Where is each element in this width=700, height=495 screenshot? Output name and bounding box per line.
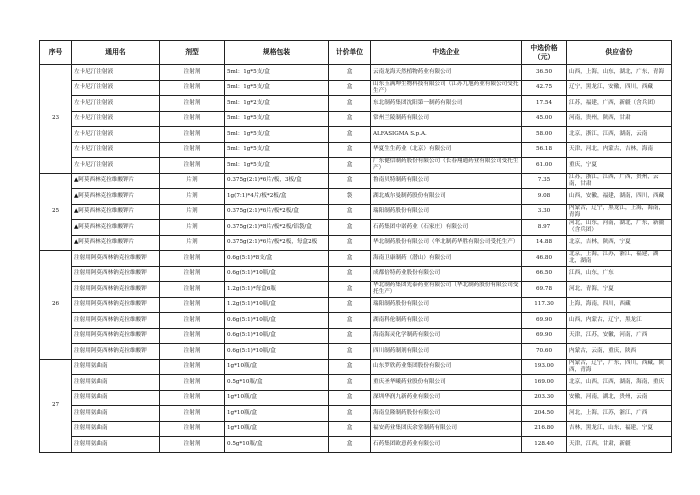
cell-price: 117.30 xyxy=(522,297,567,313)
cell-company: 湖南科伦制药有限公司 xyxy=(371,313,522,329)
cell-unit: 盒 xyxy=(329,251,371,267)
cell-province: 河北，山东，河南，湖北，广东，新疆（含兵团） xyxy=(567,220,672,236)
cell-price: 69.90 xyxy=(522,313,567,329)
table-row xyxy=(40,80,672,96)
cell-spec: 0.6g(5:1)*8支/盒 xyxy=(225,251,329,267)
table-row xyxy=(40,65,672,81)
cell-form: 片剂 xyxy=(160,173,225,189)
cell-name: 注射用阿莫西林钠克拉维酸钾 xyxy=(72,344,160,360)
cell-province: 内蒙古，云南，重庆，陕西 xyxy=(567,344,672,360)
cell-form: 注射剂 xyxy=(160,313,225,329)
cell-company: 华夏生生药业（北京）有限公司 xyxy=(371,142,522,158)
header-row xyxy=(40,41,672,65)
cell-company: 海南皇隆制药股份有限公司 xyxy=(371,406,522,422)
header-no: 序号 xyxy=(40,41,72,65)
cell-name: 注射用氨曲南 xyxy=(72,406,160,422)
cell-unit: 盒 xyxy=(329,65,371,81)
cell-price: 216.80 xyxy=(522,421,567,437)
cell-price: 9.08 xyxy=(522,189,567,205)
cell-name: 注射用氨曲南 xyxy=(72,390,160,406)
cell-price: 58.00 xyxy=(522,127,567,143)
cell-spec: 0.375g(2:1)*6片/板，3板/盒 xyxy=(225,173,329,189)
cell-price: 66.50 xyxy=(522,266,567,282)
cell-province: 内蒙古，辽宁，黑龙江，上海，海南，青海 xyxy=(567,204,672,220)
cell-name: 注射用阿莫西林钠克拉维酸钾 xyxy=(72,251,160,267)
cell-name: ▲阿莫西林克拉维酸钾片 xyxy=(72,220,160,236)
cell-spec: 1g*10瓶/盒 xyxy=(225,406,329,422)
cell-unit: 盒 xyxy=(329,282,371,298)
header-price: 中选价格（元） xyxy=(522,41,567,65)
table-row xyxy=(40,328,672,344)
table-row xyxy=(40,390,672,406)
cell-company: 石药集团欧意药业有限公司 xyxy=(371,437,522,453)
cell-province: 江苏，浙江，江西，广西，贵州，云南，甘肃 xyxy=(567,173,672,189)
header-spec: 规格包装 xyxy=(225,41,329,65)
table-row xyxy=(40,173,672,189)
cell-company: 华北制药股份有限公司（华北制药华胜有限公司受托生产） xyxy=(371,235,522,251)
cell-form: 注射剂 xyxy=(160,127,225,143)
cell-unit: 盒 xyxy=(329,375,371,391)
cell-spec: 1.2g(5:1)*每盒6瓶 xyxy=(225,282,329,298)
cell-province: 辽宁，黑龙江，安徽，四川，西藏 xyxy=(567,80,672,96)
cell-name: 注射用阿莫西林钠克拉维酸钾 xyxy=(72,328,160,344)
cell-form: 片剂 xyxy=(160,235,225,251)
cell-name: 注射用氨曲南 xyxy=(72,375,160,391)
cell-name: 注射用阿莫西林钠克拉维酸钾 xyxy=(72,313,160,329)
table-row xyxy=(40,282,672,298)
cell-form: 注射剂 xyxy=(160,158,225,174)
cell-form: 注射剂 xyxy=(160,96,225,112)
cell-spec: 0.6g(5:1)*10瓶/盒 xyxy=(225,313,329,329)
cell-price: 3.30 xyxy=(522,204,567,220)
cell-company: 深圳华润九新药业有限公司 xyxy=(371,390,522,406)
cell-name: ▲阿莫西林克拉维酸钾片 xyxy=(72,173,160,189)
cell-form: 注射剂 xyxy=(160,251,225,267)
table-row xyxy=(40,406,672,422)
cell-company: 湖北威尔曼制药股份有限公司 xyxy=(371,189,522,205)
table-row xyxy=(40,266,672,282)
cell-spec: 0.6g(5:1)*10瓶/盒 xyxy=(225,328,329,344)
cell-province: 天津，河北，内蒙古，吉林，海南 xyxy=(567,142,672,158)
cell-spec: 0.6g(5:1)*10瓶/盒 xyxy=(225,266,329,282)
procurement-table xyxy=(39,40,672,453)
cell-unit: 盒 xyxy=(329,235,371,251)
cell-province: 北京，吉林，陕西，宁夏 xyxy=(567,235,672,251)
cell-company: 四川制药制剂有限公司 xyxy=(371,344,522,360)
cell-province: 安徽，河南，湖北，贵州，云南 xyxy=(567,390,672,406)
cell-unit: 盒 xyxy=(329,313,371,329)
cell-form: 注射剂 xyxy=(160,359,225,375)
cell-price: 45.00 xyxy=(522,111,567,127)
cell-unit: 盒 xyxy=(329,142,371,158)
cell-company: 山东玉满坤生物科技有限公司（江苏九旭药业有限公司受托生产） xyxy=(371,80,522,96)
cell-price: 61.00 xyxy=(522,158,567,174)
cell-price: 46.80 xyxy=(522,251,567,267)
table-row xyxy=(40,437,672,453)
cell-price: 36.50 xyxy=(522,65,567,81)
table-row xyxy=(40,251,672,267)
cell-spec: 1g(7:1)*4片/板*2板/盒 xyxy=(225,189,329,205)
cell-province: 山西，安徽，福建，湖南，四川，西藏 xyxy=(567,189,672,205)
cell-unit: 盒 xyxy=(329,204,371,220)
table-row xyxy=(40,344,672,360)
cell-company: 广东健信制药股份有限公司（长春翔通药业有限公司受托生产） xyxy=(371,158,522,174)
cell-company: 山东罗欣药业集团股份有限公司 xyxy=(371,359,522,375)
cell-unit: 盒 xyxy=(329,158,371,174)
cell-company: 鲁南贝特制药有限公司 xyxy=(371,173,522,189)
cell-name: 注射用阿莫西林钠克拉维酸钾 xyxy=(72,266,160,282)
cell-form: 注射剂 xyxy=(160,282,225,298)
cell-unit: 盒 xyxy=(329,127,371,143)
cell-province: 重庆，宁夏 xyxy=(567,158,672,174)
cell-spec: 0.375g(2:1)*6片/板*2板，每盒2板 xyxy=(225,235,329,251)
table-row xyxy=(40,220,672,236)
cell-name: 注射用阿莫西林钠克拉维酸钾 xyxy=(72,282,160,298)
cell-company: 石药集团中诺药业（石家庄）有限公司 xyxy=(371,220,522,236)
cell-form: 注射剂 xyxy=(160,406,225,422)
cell-name: 注射用阿莫西林钠克拉维酸钾 xyxy=(72,297,160,313)
table-row xyxy=(40,421,672,437)
cell-unit: 袋 xyxy=(329,189,371,205)
cell-form: 注射剂 xyxy=(160,65,225,81)
table-row xyxy=(40,297,672,313)
cell-unit: 盒 xyxy=(329,437,371,453)
cell-company: 成都倍特药业股份有限公司 xyxy=(371,266,522,282)
header-form: 剂型 xyxy=(160,41,225,65)
table-row xyxy=(40,375,672,391)
header-name: 通用名 xyxy=(72,41,160,65)
cell-form: 注射剂 xyxy=(160,421,225,437)
table-row xyxy=(40,111,672,127)
cell-name: ▲阿莫西林克拉维酸钾片 xyxy=(72,235,160,251)
cell-form: 片剂 xyxy=(160,204,225,220)
cell-spec: 0.375g(2:1)*8片/板*2板/铝袋/盒 xyxy=(225,220,329,236)
header-unit: 计价单位 xyxy=(329,41,371,65)
cell-price: 8.97 xyxy=(522,220,567,236)
cell-form: 注射剂 xyxy=(160,328,225,344)
cell-spec: 0.5g*10瓶/盒 xyxy=(225,437,329,453)
cell-company: 福安药业集团庆余堂制药有限公司 xyxy=(371,421,522,437)
cell-unit: 盒 xyxy=(329,80,371,96)
cell-province: 天津，江苏，安徽，河南，广西 xyxy=(567,328,672,344)
cell-price: 203.30 xyxy=(522,390,567,406)
cell-unit: 盒 xyxy=(329,344,371,360)
table-row xyxy=(40,158,672,174)
cell-price: 7.35 xyxy=(522,173,567,189)
cell-company: ALFASIGMA S.p.A. xyxy=(371,127,522,143)
cell-name: 左卡尼汀注射液 xyxy=(72,96,160,112)
cell-province: 内蒙古，辽宁，广东，四川，西藏，陕西，青海 xyxy=(567,359,672,375)
cell-name: 注射用氨曲南 xyxy=(72,359,160,375)
cell-unit: 盒 xyxy=(329,111,371,127)
table-body xyxy=(40,65,672,453)
cell-name: 左卡尼汀注射液 xyxy=(72,111,160,127)
table-row xyxy=(40,313,672,329)
cell-spec: 1g*10瓶/盒 xyxy=(225,390,329,406)
cell-spec: 5ml：1g*5支/盒 xyxy=(225,111,329,127)
cell-name: 左卡尼汀注射液 xyxy=(72,158,160,174)
cell-company: 华北制药集团先泰药业有限公司（华北制药股份有限公司受托生产） xyxy=(371,282,522,298)
cell-province: 山西，内蒙古，辽宁，黑龙江 xyxy=(567,313,672,329)
cell-group-no: 26 xyxy=(40,251,72,360)
cell-company: 常州兰陵制药有限公司 xyxy=(371,111,522,127)
cell-company: 瑞阳制药股份有限公司 xyxy=(371,297,522,313)
cell-province: 江西，山东，广东 xyxy=(567,266,672,282)
header-province: 供应省份 xyxy=(567,41,672,65)
cell-price: 169.00 xyxy=(522,375,567,391)
cell-price: 128.40 xyxy=(522,437,567,453)
cell-price: 193.00 xyxy=(522,359,567,375)
cell-form: 注射剂 xyxy=(160,80,225,96)
cell-form: 注射剂 xyxy=(160,297,225,313)
cell-price: 204.50 xyxy=(522,406,567,422)
cell-form: 注射剂 xyxy=(160,437,225,453)
cell-name: ▲阿莫西林克拉维酸钾片 xyxy=(72,204,160,220)
cell-province: 河北，上海，江苏，浙江，广西 xyxy=(567,406,672,422)
cell-form: 注射剂 xyxy=(160,142,225,158)
cell-province: 天津，江西，甘肃，新疆 xyxy=(567,437,672,453)
cell-unit: 盒 xyxy=(329,173,371,189)
cell-name: 注射用氨曲南 xyxy=(72,437,160,453)
table-row xyxy=(40,235,672,251)
cell-name: ▲阿莫西林克拉维酸钾片 xyxy=(72,189,160,205)
cell-spec: 0.6g(5:1)*10瓶/盒 xyxy=(225,344,329,360)
cell-form: 注射剂 xyxy=(160,111,225,127)
cell-form: 注射剂 xyxy=(160,375,225,391)
header-company: 中选企业 xyxy=(371,41,522,65)
cell-unit: 盒 xyxy=(329,96,371,112)
cell-form: 片剂 xyxy=(160,220,225,236)
cell-province: 河北，青海，宁夏 xyxy=(567,282,672,298)
cell-company: 瑞阳制药股份有限公司 xyxy=(371,204,522,220)
table-row xyxy=(40,204,672,220)
cell-name: 左卡尼汀注射液 xyxy=(72,65,160,81)
cell-price: 56.18 xyxy=(522,142,567,158)
cell-name: 左卡尼汀注射液 xyxy=(72,80,160,96)
cell-spec: 0.5g*10瓶/盒 xyxy=(225,375,329,391)
cell-province: 江苏，福建，广西，新疆（含兵团） xyxy=(567,96,672,112)
cell-province: 上海，海南，四川，西藏 xyxy=(567,297,672,313)
cell-form: 注射剂 xyxy=(160,390,225,406)
cell-spec: 5ml：1g*5支/盒 xyxy=(225,158,329,174)
table-row xyxy=(40,96,672,112)
table-row xyxy=(40,142,672,158)
cell-spec: 5ml：1g*5支/盒 xyxy=(225,80,329,96)
cell-spec: 1g*10瓶/盒 xyxy=(225,359,329,375)
cell-spec: 5ml：1g*5支/盒 xyxy=(225,65,329,81)
cell-company: 海南卫康制药（潜山）有限公司 xyxy=(371,251,522,267)
cell-company: 云南龙海天然植物药业有限公司 xyxy=(371,65,522,81)
cell-form: 片剂 xyxy=(160,189,225,205)
cell-spec: 1g*10瓶/盒 xyxy=(225,421,329,437)
cell-price: 42.75 xyxy=(522,80,567,96)
cell-price: 69.78 xyxy=(522,282,567,298)
cell-province: 北京，上海，江苏，浙江，福建，湖北，湖南 xyxy=(567,251,672,267)
cell-spec: 0.375g(2:1)*6片/板*2板/盒 xyxy=(225,204,329,220)
cell-province: 河南，贵州，陕西，甘肃 xyxy=(567,111,672,127)
cell-group-no: 25 xyxy=(40,173,72,251)
cell-province: 北京，山西，江西，湖南，海南，重庆 xyxy=(567,375,672,391)
cell-form: 注射剂 xyxy=(160,266,225,282)
cell-company: 东北制药集团沈阳第一制药有限公司 xyxy=(371,96,522,112)
table-row xyxy=(40,189,672,205)
cell-spec: 5ml：1g*2支/盒 xyxy=(225,96,329,112)
cell-spec: 5ml：1g*5支/盒 xyxy=(225,127,329,143)
cell-unit: 盒 xyxy=(329,297,371,313)
cell-unit: 盒 xyxy=(329,421,371,437)
cell-unit: 盒 xyxy=(329,406,371,422)
cell-group-no: 27 xyxy=(40,359,72,452)
cell-unit: 盒 xyxy=(329,359,371,375)
cell-province: 吉林，黑龙江，山东，福建，宁夏 xyxy=(567,421,672,437)
table-row xyxy=(40,127,672,143)
cell-unit: 盒 xyxy=(329,220,371,236)
cell-name: 注射用氨曲南 xyxy=(72,421,160,437)
cell-price: 69.90 xyxy=(522,328,567,344)
cell-price: 17.54 xyxy=(522,96,567,112)
cell-province: 北京，浙江，江西，湖南，云南 xyxy=(567,127,672,143)
cell-form: 注射剂 xyxy=(160,344,225,360)
table-row xyxy=(40,359,672,375)
cell-unit: 盒 xyxy=(329,328,371,344)
cell-company: 重庆圣华曦药业股份有限公司 xyxy=(371,375,522,391)
cell-price: 14.88 xyxy=(522,235,567,251)
cell-spec: 5ml：1g*5支/盒 xyxy=(225,142,329,158)
cell-company: 海南海灵化学制药有限公司 xyxy=(371,328,522,344)
cell-unit: 盒 xyxy=(329,266,371,282)
cell-unit: 盒 xyxy=(329,390,371,406)
cell-province: 山西，上海，山东，湖北，广东，青海 xyxy=(567,65,672,81)
cell-name: 左卡尼汀注射液 xyxy=(72,127,160,143)
cell-name: 左卡尼汀注射液 xyxy=(72,142,160,158)
cell-spec: 1.2g(5:1)*10瓶/盒 xyxy=(225,297,329,313)
cell-price: 70.60 xyxy=(522,344,567,360)
cell-group-no: 23 xyxy=(40,65,72,174)
